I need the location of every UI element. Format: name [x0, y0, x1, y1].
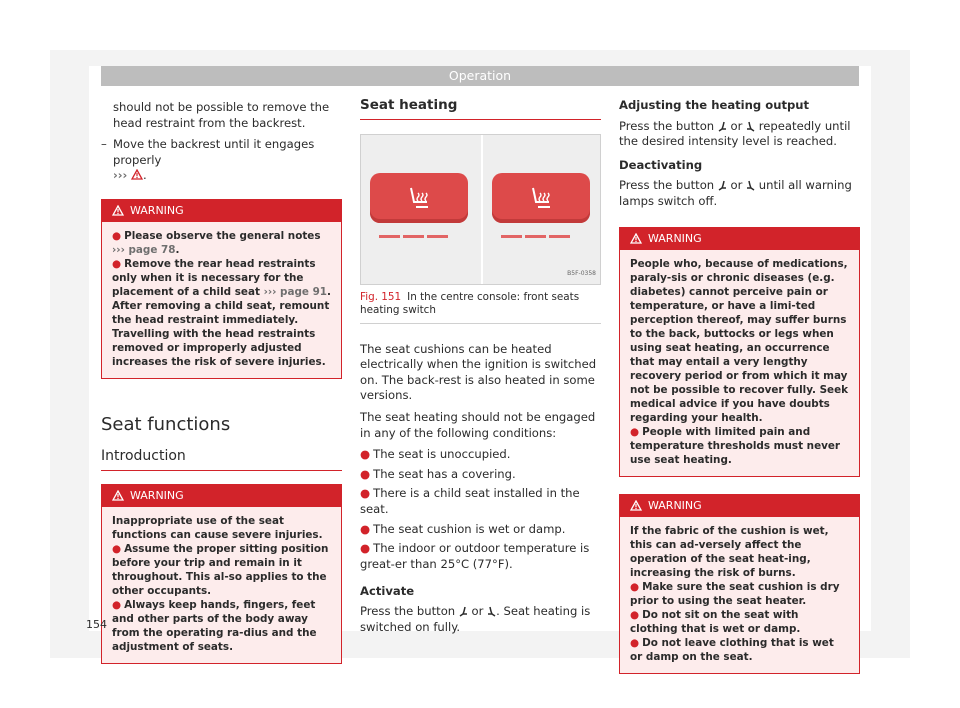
warning-item: ● People with limited pain and temperature thresholds must never use seat heating. — [630, 425, 841, 466]
figure-code: B5F-0358 — [567, 270, 596, 277]
seat-heating-right-icon — [746, 121, 755, 132]
warning-box-3 — [619, 227, 860, 477]
seat-heating-right-icon — [746, 180, 755, 191]
warning-item: ● Do not leave clothing that is wet or damp on the seat. — [630, 636, 834, 663]
list-item: ● The seat has a covering. — [360, 466, 516, 481]
activate-text: Press the button or . Seat heating is switched on fully. — [360, 603, 591, 634]
warning-triangle-icon — [112, 205, 124, 216]
adjust-text: Press the button or repeatedly until the desired intensity level is reached. — [619, 118, 851, 149]
warning-item: ● Make sure the seat cushion is dry prior to using the seat heater. — [630, 580, 840, 607]
seat-heating-button-right — [492, 173, 590, 223]
seat-heating-left-icon — [404, 185, 434, 211]
warning-triangle-icon — [630, 233, 642, 244]
page-link[interactable]: ››› page 91 — [263, 285, 328, 298]
figure-caption — [360, 285, 601, 324]
figure-panel-right — [481, 135, 601, 284]
warning-triangle-icon — [630, 500, 642, 511]
warning-body — [102, 222, 341, 378]
figure-caption-text: In the centre console: front seats heating switch — [360, 290, 580, 316]
warning-label: WARNING — [648, 231, 702, 245]
step-text: Move the backrest until it engages properly — [113, 137, 315, 167]
page-number: 154 — [86, 618, 107, 631]
seat-heating-left-icon — [718, 180, 727, 191]
warning-header — [620, 495, 859, 517]
paragraph: The seat cushions can be heated electrically when the ignition is switched on. The back-rest is also heated in some versions. — [360, 341, 597, 403]
list-item: ● The seat is unoccupied. — [360, 447, 511, 462]
deactivate-text: Press the button or until all warning lamps switch off. — [619, 178, 852, 208]
warning-box-4 — [619, 494, 860, 674]
figure-seat-heating-switches — [360, 134, 601, 285]
page-link[interactable]: ››› page 78 — [112, 243, 176, 256]
warning-header — [102, 485, 341, 507]
seat-heating-left-icon — [718, 121, 727, 132]
warning-header — [620, 228, 859, 250]
warning-intro: Inappropriate use of the seat functions can cause severe injuries. — [112, 514, 323, 541]
list-item: ● The indoor or outdoor temperature is great-er than 25°C (77°F). — [360, 541, 590, 571]
warning-body — [620, 517, 859, 673]
warning-intro: People who, because of medications, paraly-sis or chronic diseases (e.g. diabetes) cannot perceive pain or temperature, or have a limi-ted perception thereof, may suffer burns to the back, buttocks or legs when using seat heating, an occurrence that may entail a very lengthy recovery period or from which it may not be possible to recover fully. Seek medical advice if you have doubts regarding your health. — [630, 257, 849, 424]
warning-item: ● Please observe the general notes ››› page 78. — [112, 229, 321, 256]
warning-item: ● Remove the rear head restraints only when it is necessary for the placement of a child seat ››› page 91. After removing a child seat, remount the head restraint immediately. Travelling with the head restraints removed or improperly adjusted increases the risk of severe injuries. — [112, 257, 331, 368]
page-header: Operation — [101, 66, 859, 86]
seat-heating-heading: Seat heating — [360, 98, 601, 120]
list-item: ● The seat cushion is wet or damp. — [360, 521, 566, 536]
section-title: Seat functions — [101, 413, 231, 435]
warning-lamps — [379, 235, 448, 238]
warning-item: ● Assume the proper sitting position before your trip and remain in it throughout. This al-so applies to the other occupants. — [112, 542, 329, 597]
warning-body — [102, 507, 341, 663]
column-middle — [360, 98, 601, 635]
figure-panel-left — [361, 135, 481, 284]
activate-title: Activate — [360, 584, 415, 599]
warning-label: WARNING — [130, 488, 184, 502]
warning-triangle-icon — [131, 169, 143, 180]
seat-heating-right-icon — [526, 185, 556, 211]
warning-label: WARNING — [130, 203, 184, 217]
warning-item: ● Always keep hands, fingers, feet and other parts of the body away from the operating ra-dius and the adjustment of seats. — [112, 598, 317, 653]
warning-label: WARNING — [648, 498, 702, 512]
subsection-title: Introduction — [101, 447, 342, 471]
adjust-title: Adjusting the heating output — [619, 98, 810, 112]
paragraph: The seat heating should not be engaged in any of the following conditions: — [360, 409, 596, 440]
seat-heating-right-icon — [487, 606, 496, 617]
step-item: – Move the backrest until it engages properly ››› . — [101, 137, 315, 183]
warning-box-2 — [101, 484, 342, 664]
column-left — [101, 100, 342, 664]
deactivate-title: Deactivating — [619, 157, 703, 172]
seat-heating-left-icon — [459, 606, 468, 617]
warning-header — [102, 200, 341, 222]
figure-label: Fig. 151 — [360, 290, 402, 303]
warning-lamps — [501, 235, 570, 238]
step-dash: – — [101, 137, 107, 152]
step-arrow-link[interactable]: ››› — [113, 168, 128, 183]
warning-box-1 — [101, 199, 342, 379]
column-right — [619, 98, 860, 674]
list-item: ● There is a child seat installed in the seat. — [360, 486, 580, 516]
conditions-list — [360, 447, 601, 572]
warning-body — [620, 250, 859, 476]
seat-heating-button-left — [370, 173, 468, 223]
warning-item: ● Do not sit on the seat with clothing that is wet or damp. — [630, 608, 801, 635]
warning-triangle-icon — [112, 490, 124, 501]
intro-text: should not be possible to remove the head restraint from the backrest. — [113, 100, 330, 130]
warning-intro: If the fabric of the cushion is wet, this can ad-versely affect the operation of the seat heat-ing, increasing the risk of burns. — [630, 524, 829, 579]
